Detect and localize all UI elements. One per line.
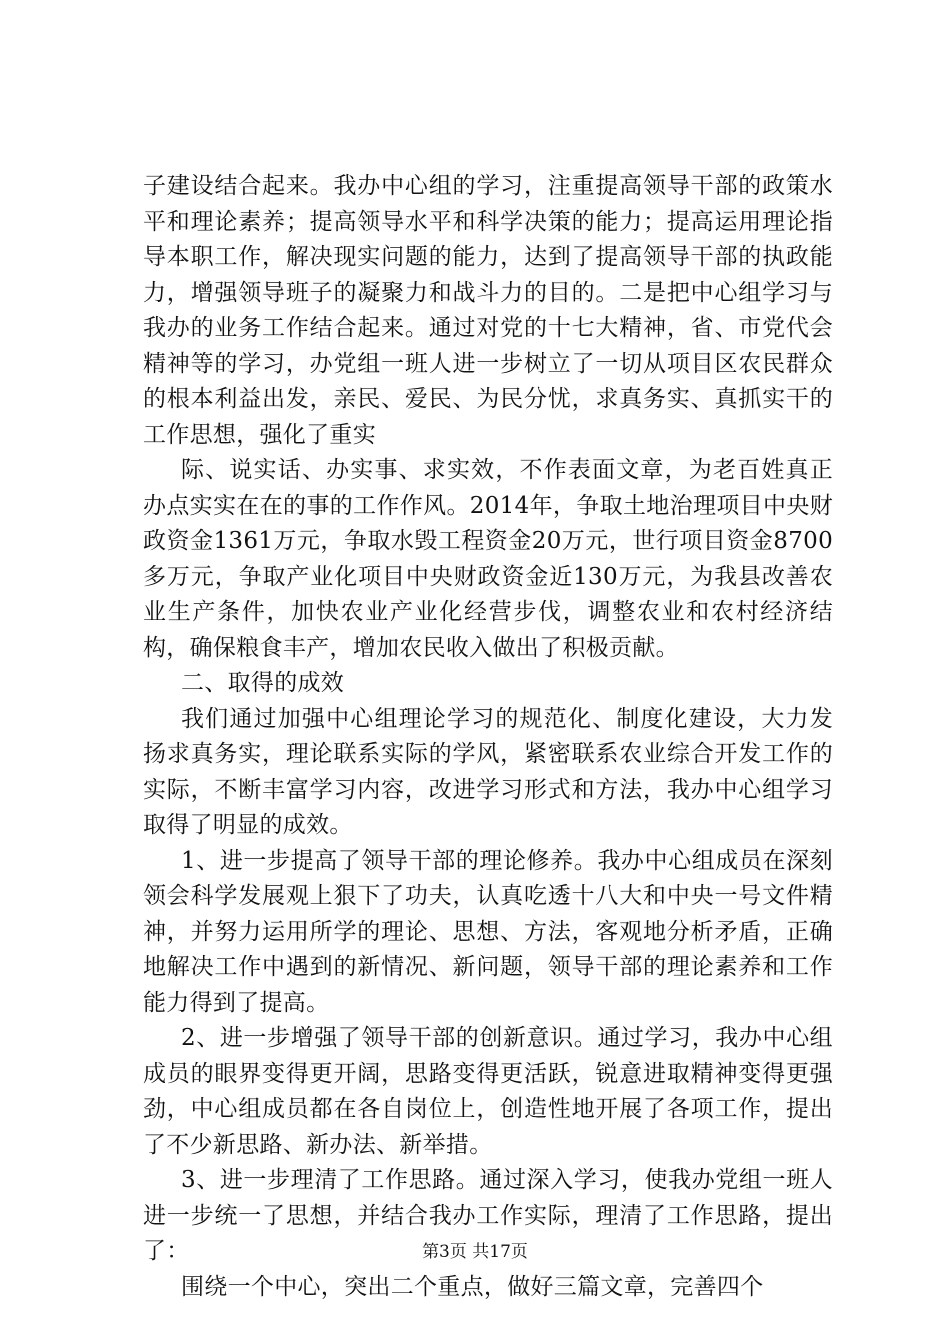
paragraph-achievements-intro: 我们通过加强中心组理论学习的规范化、制度化建设，大力发扬求真务实，理论联系实际的学风，紧密联系农业综合开发工作的实际，不断丰富学习内容，改进学习形式和方法，我办中心组学习取得了明显的成效。 <box>143 705 833 838</box>
document-body <box>143 169 833 1305</box>
paragraph-point-1: 1、进一步提高了领导干部的理论修养。我办中心组成员在深刻领会科学发展观上狠下了功夫，认真吃透十八大和中央一号文件精神，并努力运用所学的理论、思想、方法，客观地分析矛盾，正确地解决工作中遇到的新情况、新问题，领导干部的理论素养和工作能力得到了提高。 <box>143 847 833 1016</box>
paragraph-guideline: 围绕一个中心，突出二个重点，做好三篇文章，完善四个 <box>181 1273 764 1300</box>
paragraph-continuation: 子建设结合起来。我办中心组的学习，注重提高领导干部的政策水平和理论素养；提高领导水平和科学决策的能力；提高运用理论指导本职工作，解决现实问题的能力，达到了提高领导干部的执政能力，增强领导班子的凝聚力和战斗力的目的。二是把中心组学习与我办的业务工作结合起来。通过对党的十七大精神，省、市党代会精神等的学习，办党组一班人进一步树立了一切从项目区农民群众的根本利益出发，亲民、爱民、为民分忧，求真务实、真抓实干的工作思想，强化了重实 <box>143 173 833 448</box>
paragraph-point-2: 2、进一步增强了领导干部的创新意识。通过学习，我办中心组成员的眼界变得更开阔，思路变得更活跃，锐意进取精神变得更强劲，中心组成员都在各自岗位上，创造性地开展了各项工作，提出了不少新思路、新办法、新举措。 <box>143 1025 833 1158</box>
section-heading-achievements: 二、取得的成效 <box>181 670 345 696</box>
paragraph-work-style: 际、说实话、办实事、求实效，不作表面文章，为老百姓真正办点实实在在的事的工作作风。2014年，争取土地治理项目中央财政资金1361万元，争取水毁工程资金20万元，世行项目资金8700多万元，争取产业化项目中央财政资金近130万元，为我县改善农业生产条件，加快农业产业化经营步伐，调整农业和农村经济结构，确保粮食丰产，增加农民收入做出了积极贡献。 <box>143 457 833 661</box>
page-number-footer: 第3页 共17页 <box>422 1242 528 1262</box>
paragraph-point-3: 3、进一步理清了工作思路。通过深入学习，使我办党组一班人进一步统一了思想，并结合我办工作实际，理清了工作思路，提出了： <box>143 1167 833 1264</box>
